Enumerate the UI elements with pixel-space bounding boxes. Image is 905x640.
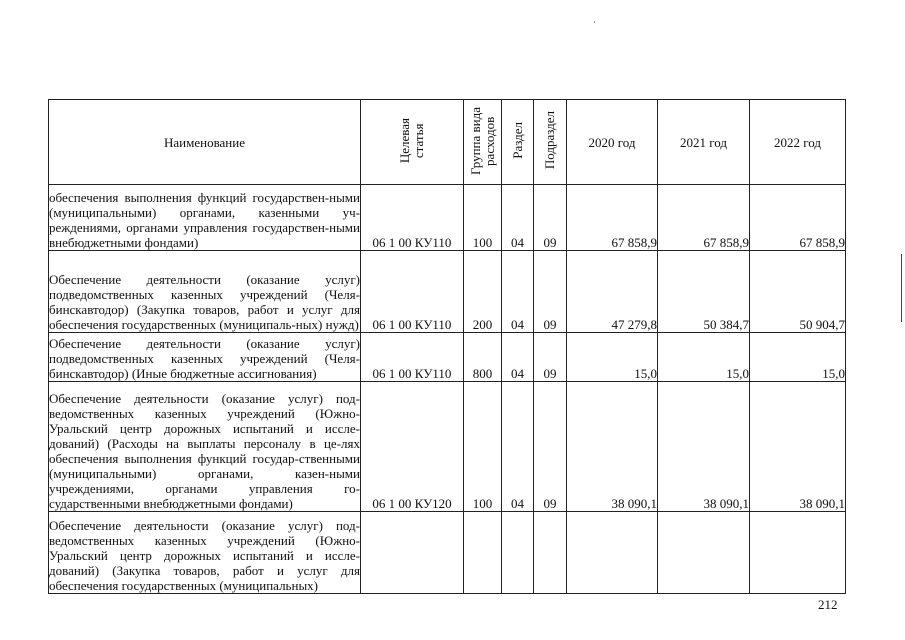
row-group: 100	[464, 382, 502, 512]
row-2021: 50 384,7	[658, 251, 750, 333]
table-row	[49, 185, 846, 251]
table-row	[49, 333, 846, 382]
row-2022	[750, 512, 846, 594]
row-2021	[658, 512, 750, 594]
row-name: обеспечения выполнения функций государствен-ными (муниципальными) органами, казенными уч-реждениями, органами управления государствен-ными внебюджетными фондами)	[49, 185, 361, 251]
row-group	[464, 512, 502, 594]
header-section: Раздел	[502, 100, 534, 185]
row-target: 06 1 00 КУ120	[361, 382, 464, 512]
row-2022: 38 090,1	[750, 382, 846, 512]
row-2022: 15,0	[750, 333, 846, 382]
row-group: 800	[464, 333, 502, 382]
scan-edge-mark	[901, 254, 902, 322]
row-target	[361, 512, 464, 594]
table-row	[49, 251, 846, 333]
header-2021: 2021 год	[658, 100, 750, 185]
row-group: 100	[464, 185, 502, 251]
table-row	[49, 512, 846, 594]
row-2020: 15,0	[567, 333, 658, 382]
row-section: 04	[502, 185, 534, 251]
row-subsection: 09	[534, 185, 567, 251]
header-name: Наименование	[49, 100, 361, 185]
row-name: Обеспечение деятельности (оказание услуг) подведомственных казенных учреждений (Челя-бинскавтодор) (Закупка товаров, работ и услуг для обеспечения государственных (муниципаль-ных) нужд)	[49, 251, 361, 333]
table-row	[49, 382, 846, 512]
row-name: Обеспечение деятельности (оказание услуг) под-ведомственных казенных учреждений (Южно-Уральский центр дорожных испытаний и иссле-дований) (Расходы на выплаты персоналу в це-лях обеспечения выполнения функций государ-ственными (муниципальными) органами, казен-ными учреждениями, органами управления го-сударственными внебюджетными фондами)	[49, 382, 361, 512]
row-subsection: 09	[534, 333, 567, 382]
row-section: 04	[502, 251, 534, 333]
row-name: Обеспечение деятельности (оказание услуг) под-ведомственных казенных учреждений (Южно-Уральский центр дорожных испытаний и иссле-дований) (Закупка товаров, работ и услуг для обеспечения государственных (муниципальных)	[49, 512, 361, 594]
scan-dot	[594, 21, 595, 23]
row-target: 06 1 00 КУ110	[361, 185, 464, 251]
header-expense-group: Группа вида расходов	[464, 100, 502, 185]
budget-table	[48, 99, 846, 594]
row-section: 04	[502, 382, 534, 512]
row-2022: 50 904,7	[750, 251, 846, 333]
row-section	[502, 512, 534, 594]
header-subsection: Подраздел	[534, 100, 567, 185]
row-2020: 47 279,8	[567, 251, 658, 333]
header-2020: 2020 год	[567, 100, 658, 185]
row-target: 06 1 00 КУ110	[361, 251, 464, 333]
header-target-article: Целевая статья	[361, 100, 464, 185]
row-2021: 15,0	[658, 333, 750, 382]
row-target: 06 1 00 КУ110	[361, 333, 464, 382]
row-subsection	[534, 512, 567, 594]
row-2020: 67 858,9	[567, 185, 658, 251]
row-group: 200	[464, 251, 502, 333]
row-name: Обеспечение деятельности (оказание услуг) подведомственных казенных учреждений (Челя-бинскавтодор) (Иные бюджетные ассигнования)	[49, 333, 361, 382]
row-2020: 38 090,1	[567, 382, 658, 512]
page-number: 212	[818, 597, 838, 612]
row-2022: 67 858,9	[750, 185, 846, 251]
row-2021: 67 858,9	[658, 185, 750, 251]
row-subsection: 09	[534, 251, 567, 333]
row-2020	[567, 512, 658, 594]
row-2021: 38 090,1	[658, 382, 750, 512]
row-section: 04	[502, 333, 534, 382]
header-2022: 2022 год	[750, 100, 846, 185]
table-header-row	[49, 100, 846, 185]
row-subsection: 09	[534, 382, 567, 512]
